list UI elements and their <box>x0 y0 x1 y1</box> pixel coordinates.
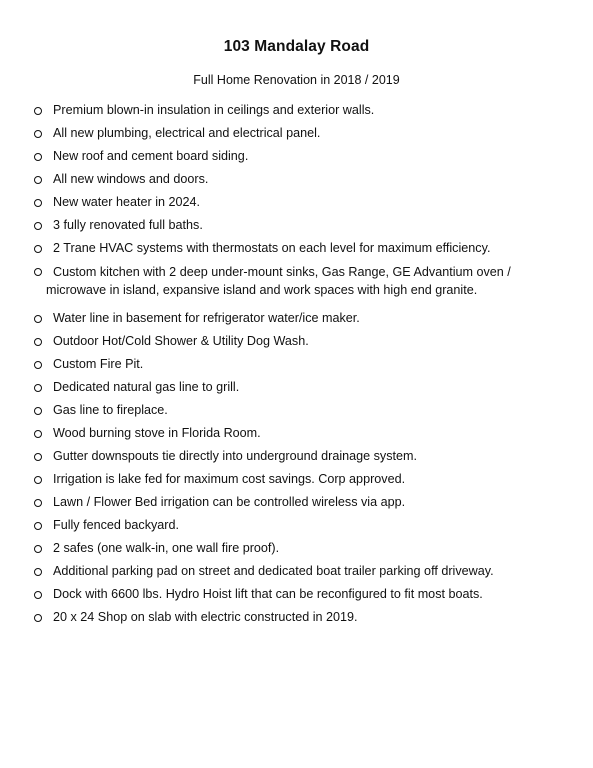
feature-list <box>0 102 593 632</box>
list-item-text: 20 x 24 Shop on slab with electric constructed in 2019. <box>53 610 358 624</box>
list-item-text: Dock with 6600 lbs. Hydro Hoist lift that can be reconfigured to fit most boats. <box>53 587 483 601</box>
bullet-icon <box>34 476 42 484</box>
list-item-text: Irrigation is lake fed for maximum cost savings. Corp approved. <box>53 472 406 486</box>
list-item-text: Gutter downspouts tie directly into underground drainage system. <box>53 449 418 463</box>
list-item-text: Premium blown-in insulation in ceilings and exterior walls. <box>53 103 375 117</box>
bullet-icon <box>34 614 42 622</box>
bullet-icon <box>34 338 42 346</box>
list-item-text: 2 Trane HVAC systems with thermostats on each level for maximum efficiency. <box>53 241 491 255</box>
list-item <box>0 171 593 188</box>
list-item <box>0 379 593 396</box>
list-item <box>0 609 593 626</box>
bullet-icon <box>34 499 42 507</box>
bullet-icon <box>34 361 42 369</box>
bullet-icon <box>34 222 42 230</box>
list-item-text: All new windows and doors. <box>53 172 209 186</box>
list-item <box>0 425 593 442</box>
bullet-icon <box>34 453 42 461</box>
list-item-text: Lawn / Flower Bed irrigation can be controlled wireless via app. <box>53 495 406 509</box>
list-item-text: Wood burning stove in Florida Room. <box>53 426 261 440</box>
bullet-icon <box>34 268 42 276</box>
list-item-text: Water line in basement for refrigerator water/ice maker. <box>53 311 360 325</box>
list-item-text: 2 safes (one walk-in, one wall fire proof). <box>53 541 280 555</box>
list-item <box>0 517 593 534</box>
list-item <box>0 217 593 234</box>
bullet-icon <box>34 591 42 599</box>
list-item-text: Gas line to fireplace. <box>53 403 168 417</box>
list-item <box>0 540 593 557</box>
list-item <box>0 356 593 373</box>
list-item <box>0 563 593 580</box>
list-item-text: Additional parking pad on street and dedicated boat trailer parking off driveway. <box>53 564 494 578</box>
list-item <box>0 240 593 257</box>
bullet-icon <box>34 107 42 115</box>
bullet-icon <box>34 199 42 207</box>
list-item-text: Custom kitchen with 2 deep under-mount sinks, Gas Range, GE Advantium oven / <box>53 265 511 279</box>
list-item <box>0 448 593 465</box>
list-item <box>0 333 593 350</box>
bullet-icon <box>34 384 42 392</box>
bullet-icon <box>34 522 42 530</box>
list-item-text: 3 fully renovated full baths. <box>53 218 203 232</box>
page-subtitle: Full Home Renovation in 2018 / 2019 <box>193 73 400 87</box>
bullet-icon <box>34 245 42 253</box>
list-item <box>0 586 593 603</box>
list-item <box>0 310 593 327</box>
bullet-icon <box>34 130 42 138</box>
list-item-text: Fully fenced backyard. <box>53 518 179 532</box>
list-item <box>0 494 593 511</box>
list-item <box>0 148 593 165</box>
list-item <box>0 471 593 488</box>
bullet-icon <box>34 407 42 415</box>
bullet-icon <box>34 153 42 161</box>
bullet-icon <box>34 315 42 323</box>
list-item-text: Outdoor Hot/Cold Shower & Utility Dog Wash. <box>53 334 309 348</box>
bullet-icon <box>34 430 42 438</box>
list-item-continuation: microwave in island, expansive island and work spaces with high end granite. <box>46 283 478 297</box>
list-item-text: Dedicated natural gas line to grill. <box>53 380 240 394</box>
list-item-text: All new plumbing, electrical and electrical panel. <box>53 126 321 140</box>
list-item <box>0 102 593 119</box>
list-item <box>0 263 593 299</box>
bullet-icon <box>34 176 42 184</box>
list-item <box>0 125 593 142</box>
bullet-icon <box>34 545 42 553</box>
list-item <box>0 194 593 211</box>
list-item-text: New water heater in 2024. <box>53 195 201 209</box>
list-item-text: New roof and cement board siding. <box>53 149 249 163</box>
list-item <box>0 402 593 419</box>
page-title: 103 Mandalay Road <box>223 38 370 55</box>
list-item-text: Custom Fire Pit. <box>53 357 144 371</box>
bullet-icon <box>34 568 42 576</box>
